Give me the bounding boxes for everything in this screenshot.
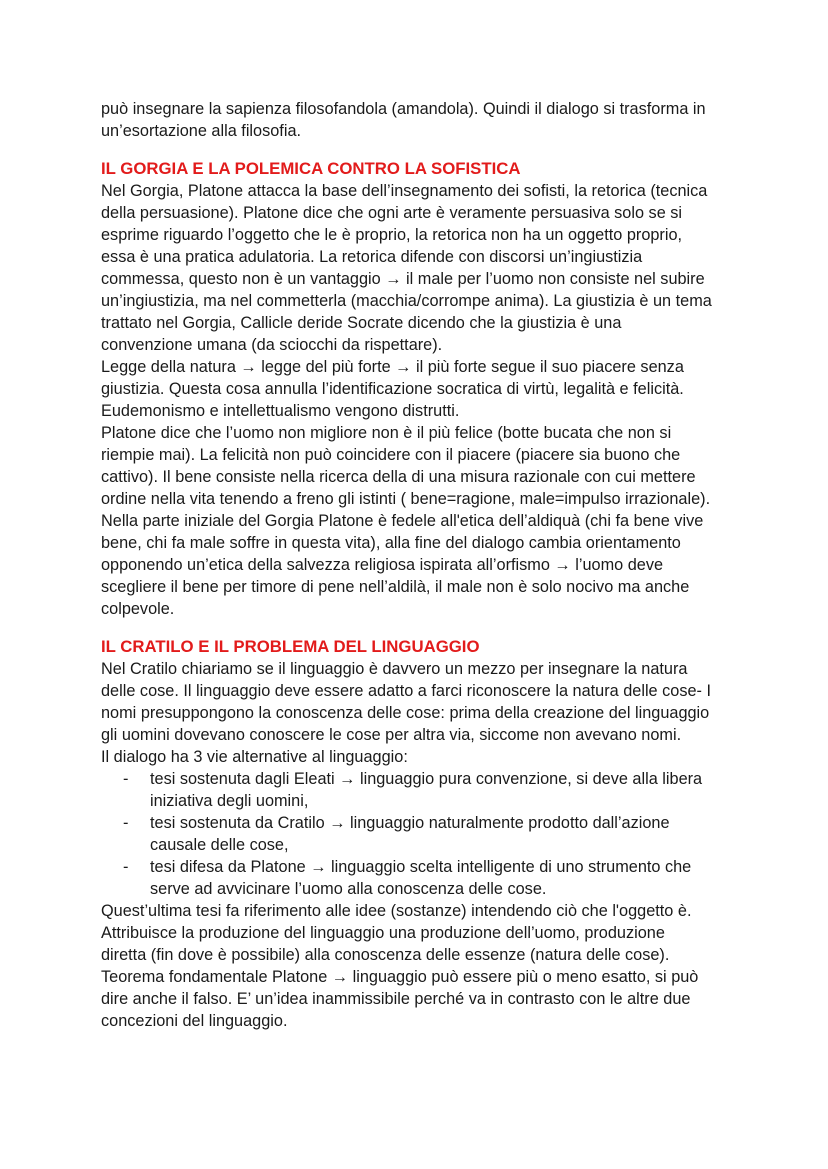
cratilo-paragraph-1: Nel Cratilo chiariamo se il linguaggio è davvero un mezzo per insegnare la natura delle cose. Il linguaggio deve essere adatto a farci riconoscere la natura delle cose- I nomi presuppongono la conoscenza delle cose: prima della creazione del linguaggio gli uomini dovevano conoscere le cose per altra via, siccome non avevano nomi. [101, 660, 711, 744]
gorgia-paragraph-4: Nella parte iniziale del Gorgia Platone è fedele all'etica dell’aldiquà (chi fa bene vive bene, chi fa male soffre in questa vita), alla fine del dialogo cambia orientamento opponendo un’etica della salvezza religiosa ispirata all’orfismo → l’uomo deve scegliere il bene per timore di pene nell’aldilà, il male non è solo nocivo ma anche colpevole. [101, 512, 704, 618]
bullet-text: tesi difesa da Platone → linguaggio scelta intelligente di uno strumento che serve ad avvicinare l’uomo alla conoscenza delle cose. [150, 858, 692, 898]
bullet-text: tesi sostenuta da Cratilo → linguaggio naturalmente prodotto dall’azione causale delle cose, [150, 814, 670, 854]
bullet-text: tesi sostenuta dagli Eleati → linguaggio pura convenzione, si deve alla libera iniziativa degli uomini, [150, 770, 703, 810]
list-item [101, 768, 738, 812]
section-heading-gorgia: IL GORGIA E LA POLEMICA CONTRO LA SOFISTICA [101, 159, 521, 178]
cratilo-thesis-list [101, 768, 738, 900]
cratilo-paragraph-4: Attribuisce la produzione del linguaggio una produzione dell’uomo, produzione diretta (fin dove è possibile) alla conoscenza delle essenze (natura delle cose). [101, 924, 670, 964]
cratilo-paragraph-5: Teorema fondamentale Platone → linguaggio può essere più o meno esatto, si può dire anche il falso. E’ un’idea inammissibile perché va in contrasto con le altre due concezioni del linguaggio. [101, 968, 699, 1030]
gorgia-paragraph-3: Platone dice che l’uomo non migliore non è il più felice (botte bucata che non si riempie mai). La felicità non può coincidere con il piacere (piacere sia buono che cattivo). Il bene consiste nella ricerca della di una misura razionale con cui mettere ordine nella vita tenendo a freno gli istinti ( bene=ragione, male=impulso irrazionale). [101, 424, 711, 508]
list-item [101, 856, 738, 900]
bullet-dash: - [123, 770, 129, 788]
section-heading-cratilo: IL CRATILO E IL PROBLEMA DEL LINGUAGGIO [101, 637, 480, 656]
bullet-dash: - [123, 858, 129, 876]
section-gorgia [101, 158, 738, 620]
gorgia-paragraph-1: Nel Gorgia, Platone attacca la base dell’insegnamento dei sofisti, la retorica (tecnica della persuasione). Platone dice che ogni arte è veramente persuasiva solo se si esprime riguardo l’oggetto che le è proprio, la retorica non ha un oggetto proprio, essa è una pratica adulatoria. La retorica difende con discorsi un’ingiustizia commessa, questo non è un vantaggio → il male per l’uomo non consiste nel subire un’ingiustizia, ma nel commetterla (macchia/corrompe anima). La giustizia è un tema trattato nel Gorgia, Callicle deride Socrate dicendo che la giustizia è una convenzione umana (da sciocchi da rispettare). [101, 182, 712, 354]
section-cratilo [101, 636, 738, 1032]
bullet-dash: - [123, 814, 129, 832]
gorgia-paragraph-2: Legge della natura → legge del più forte → il più forte segue il suo piacere senza giustizia. Questa cosa annulla l’identificazione socratica di virtù, legalità e felicità. Eudemonismo e intellettualismo vengono distrutti. [101, 358, 684, 420]
cratilo-paragraph-3: Quest’ultima tesi fa riferimento alle idee (sostanze) intendendo ciò che l'oggetto è. [101, 902, 692, 920]
intro-paragraph: può insegnare la sapienza filosofandola (amandola). Quindi il dialogo si trasforma in un’esortazione alla filosofia. [101, 100, 706, 140]
cratilo-paragraph-2: Il dialogo ha 3 vie alternative al linguaggio: [101, 748, 408, 766]
list-item [101, 812, 738, 856]
